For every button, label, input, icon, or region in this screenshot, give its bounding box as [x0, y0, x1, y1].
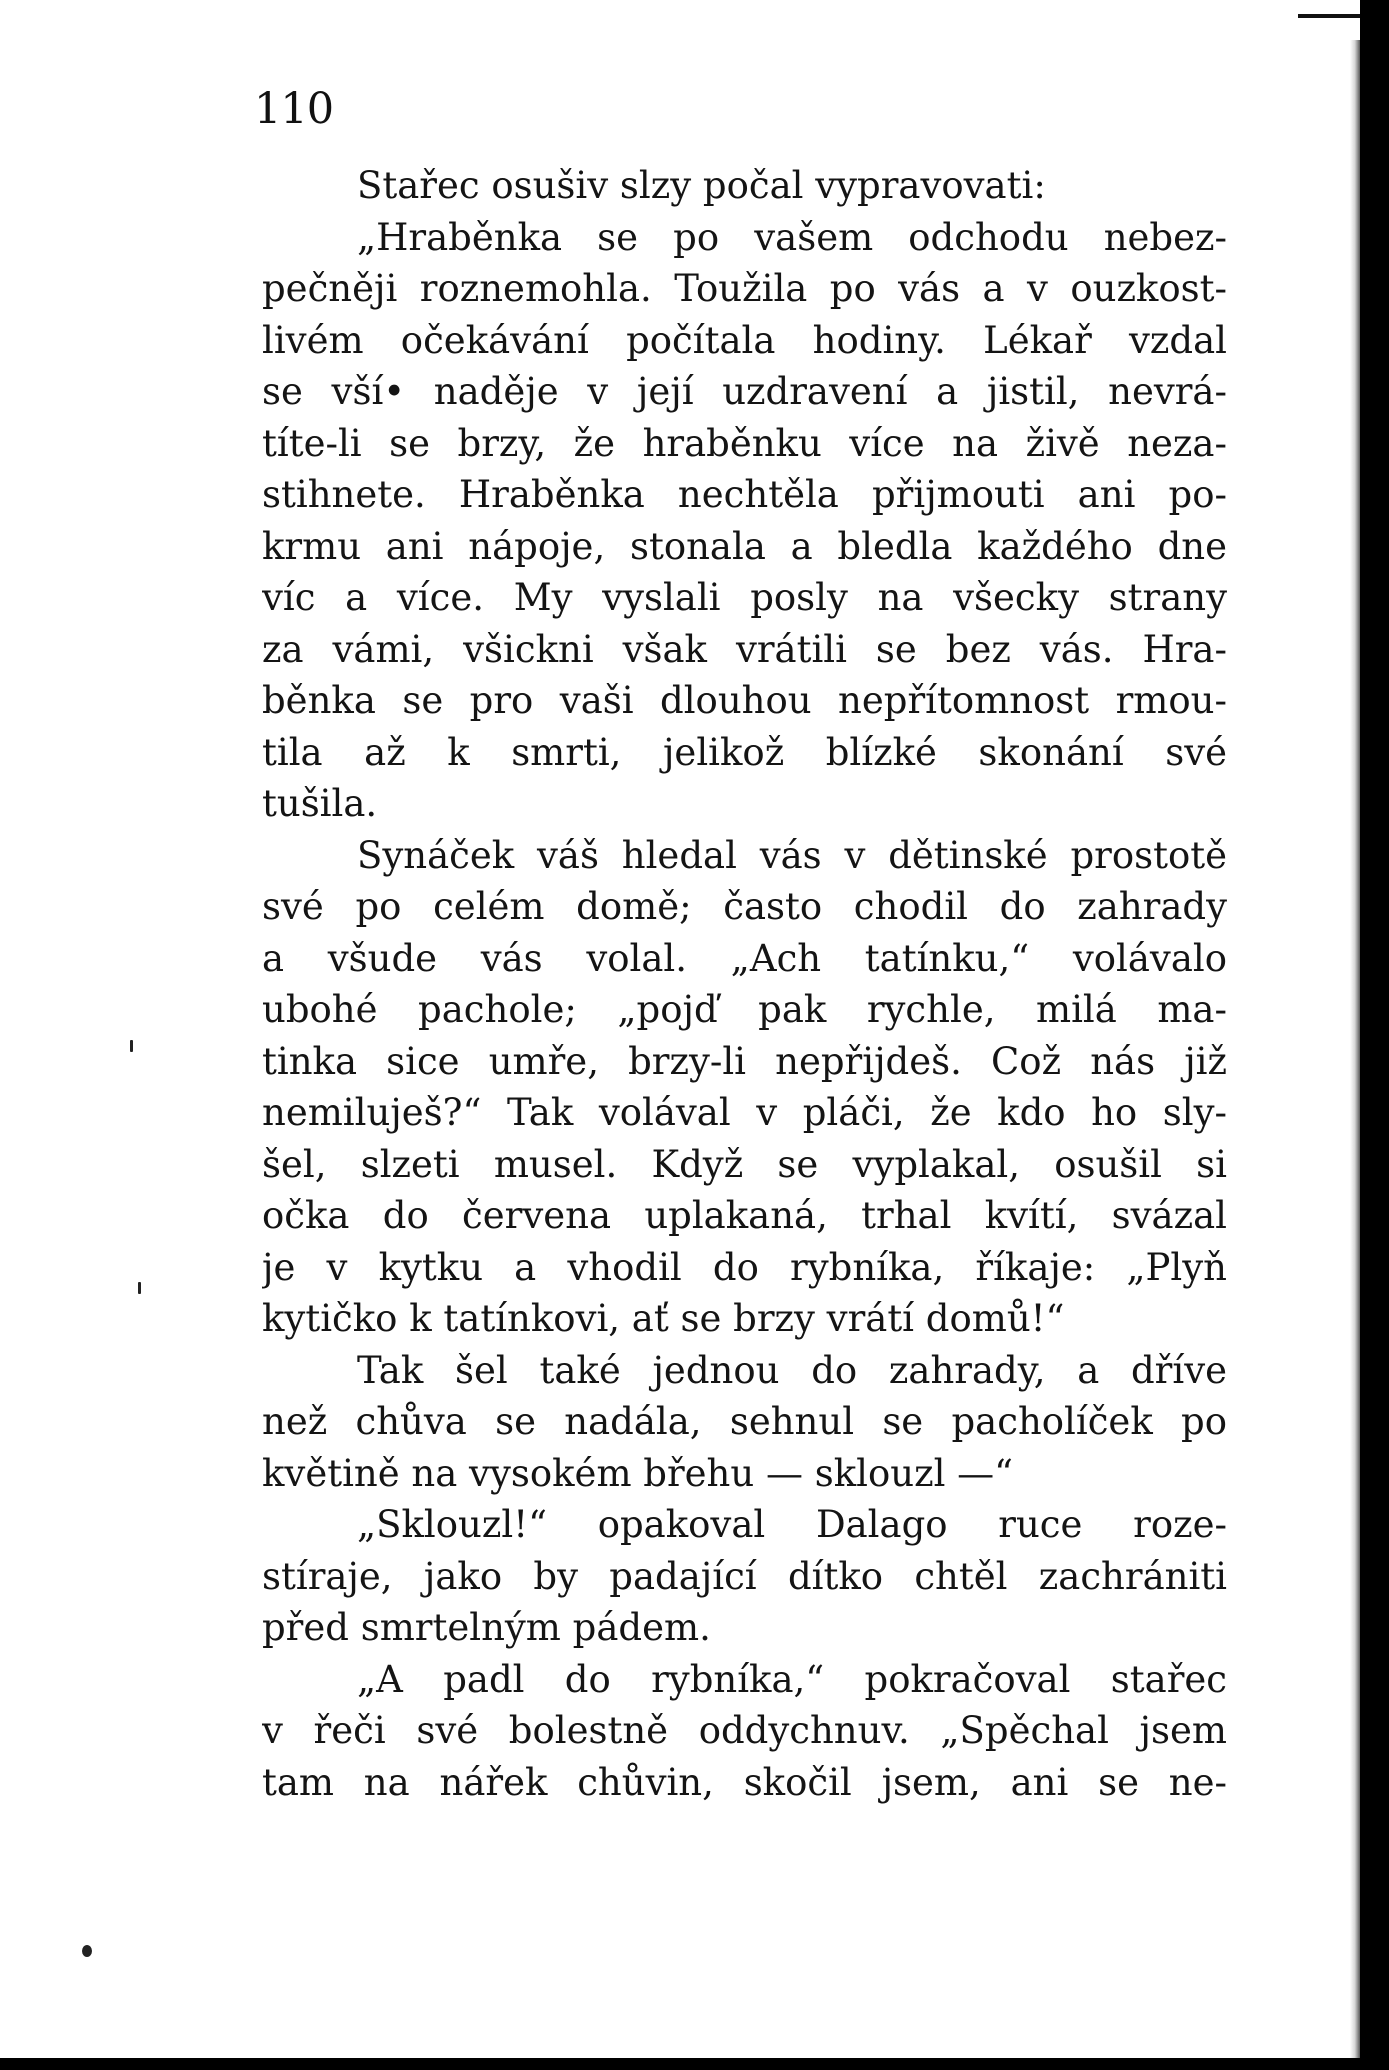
- page-number: 110: [254, 84, 334, 134]
- text-line: „A padl do rybníka,“ pokračoval stařec: [357, 1657, 1227, 1701]
- scan-border: [1360, 0, 1389, 2070]
- text-line: tila až k smrti, jelikož blízké skonání své: [262, 730, 1227, 774]
- text-line: víc a více. My vyslali posly na všecky strany: [262, 576, 1227, 619]
- text-line: tam na nářek chůvin, skočil jsem, ani se ne-: [262, 1760, 1227, 1804]
- text-line: „Sklouzl!“ opakoval Dalago ruce roze-: [357, 1503, 1227, 1546]
- text-line: krmu ani nápoje, stonala a bledla každého dne: [262, 524, 1227, 568]
- text-line: květině na vysokém břehu — sklouzl —“: [262, 1451, 1014, 1495]
- text-line: je v kytku a vhodil do rybníka, říkaje: „Plyň: [262, 1245, 1227, 1289]
- text-line: běnka se pro vaši dlouhou nepřítomnost rmou-: [262, 679, 1227, 722]
- text-line: v řeči své bolestně oddychnuv. „Spěchal jsem: [262, 1709, 1227, 1752]
- paper-speck: [82, 1945, 92, 1957]
- text-line: nemiluješ?“ Tak volával v pláči, že kdo ho sly-: [262, 1091, 1227, 1134]
- paper-speck: [130, 1040, 133, 1052]
- text-line: kytičko k tatínkovi, ať se brzy vrátí domů!“: [262, 1297, 1065, 1340]
- page-text: [262, 160, 1227, 1808]
- text-line: za vámi, všickni však vrátili se bez vás. Hra-: [262, 627, 1227, 671]
- text-line: než chůva se nadála, sehnul se pacholíček po: [262, 1400, 1227, 1443]
- text-line: ubohé pachole; „pojď pak rychle, milá ma-: [262, 988, 1227, 1031]
- text-line: šel, slzeti musel. Když se vyplakal, osušil si: [262, 1142, 1227, 1186]
- text-line: tušila.: [262, 782, 378, 825]
- text-line: a všude vás volal. „Ach tatínku,“ volávalo: [262, 936, 1227, 980]
- page-edge-mark: [1298, 14, 1360, 18]
- text-line: stíraje, jako by padající dítko chtěl zachrániti: [262, 1554, 1227, 1598]
- text-line: tinka sice umře, brzy-li nepřijdeš. Což nás již: [262, 1039, 1227, 1083]
- text-line: pečněji roznemohla. Toužila po vás a v ouzkost-: [262, 267, 1227, 310]
- paper-speck: [138, 1282, 141, 1294]
- text-line: Stařec osušiv slzy počal vypravovati:: [357, 164, 1046, 207]
- text-line: Tak šel také jednou do zahrady, a dříve: [357, 1348, 1227, 1392]
- text-line: své po celém domě; často chodil do zahrady: [262, 885, 1227, 928]
- text-line: před smrtelným pádem.: [262, 1606, 711, 1649]
- text-line: se vší• naděje v její uzdravení a jistil, nevrá-: [262, 370, 1227, 413]
- text-line: livém očekávání počítala hodiny. Lékař vzdal: [262, 318, 1227, 362]
- text-line: očka do červena uplakaná, trhal kvítí, svázal: [262, 1194, 1227, 1237]
- text-line: títe-li se brzy, že hraběnku více na živě neza-: [262, 421, 1227, 465]
- text-line: „Hraběnka se po vašem odchodu nebez-: [357, 215, 1227, 259]
- text-line: stihnete. Hraběnka nechtěla přijmouti ani po-: [262, 473, 1227, 516]
- text-line: Synáček váš hledal vás v dětinské prostotě: [357, 833, 1227, 877]
